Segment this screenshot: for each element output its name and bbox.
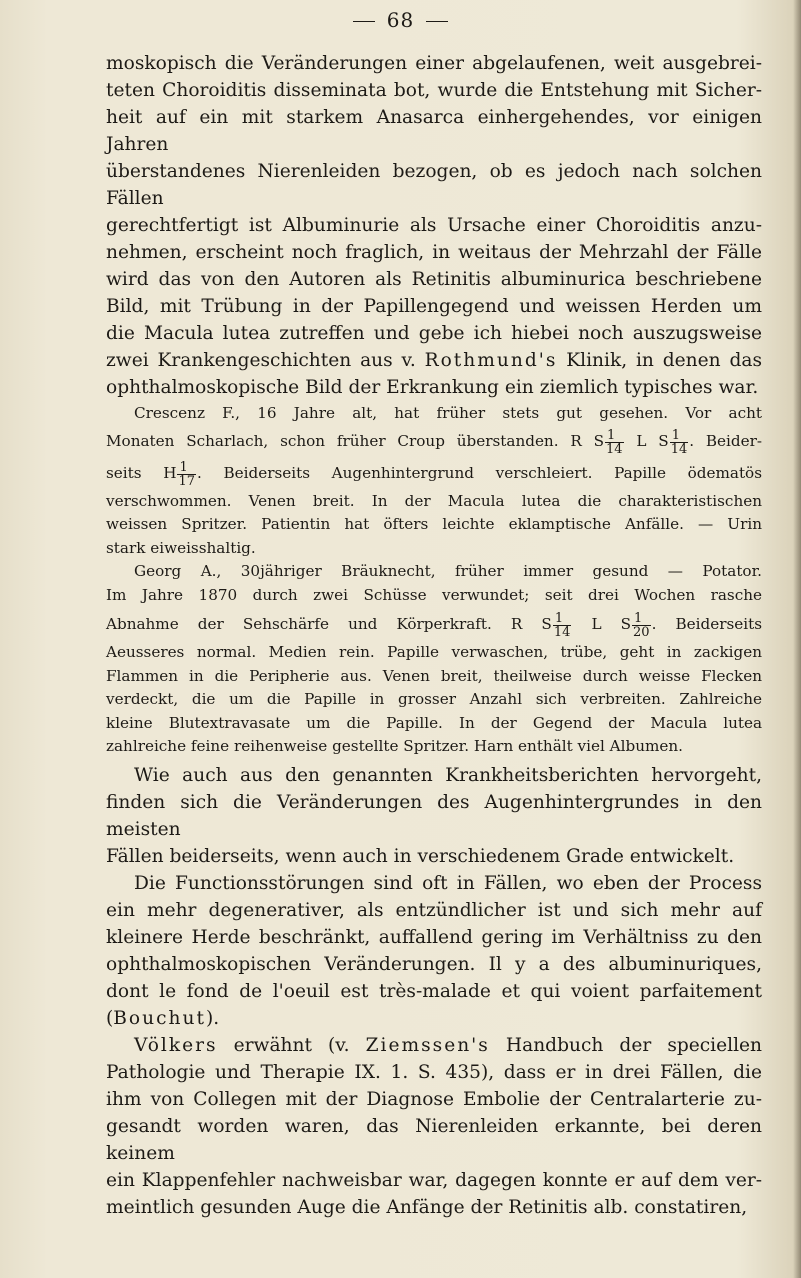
fraction-denominator: 17: [178, 473, 195, 489]
text-line: Im Jahre 1870 durch zwei Schüsse verwundet; seit drei Wochen rasche: [106, 585, 762, 604]
text-line: Aeusseres normal. Medien rein. Papille verwaschen, trübe, geht in zackigen: [106, 643, 762, 662]
text-line: ein Klappenfehler nachweisbar war, dagegen konnte er auf dem ver-: [106, 1169, 762, 1191]
text-fragment: . Beider-: [689, 431, 763, 450]
text-line: finden sich die Veränderungen des Augenhintergrundes in den meisten: [106, 791, 762, 840]
text-line: heit auf ein mit starkem Anasarca einhergehendes, vor einigen Jahren: [106, 107, 762, 155]
fraction-ls: [632, 612, 651, 639]
fraction-denominator: 20: [633, 625, 650, 641]
author-name: Völkers: [134, 1034, 218, 1056]
text-fragment: Monaten Scharlach, schon früher Croup überstanden. R S: [106, 431, 605, 450]
text-line: wird das von den Autoren als Retinitis albuminurica beschriebene: [106, 269, 762, 290]
author-name: Bouchut: [113, 1007, 206, 1029]
case-report-1: [106, 402, 762, 560]
text-line: weissen Spritzer. Patientin hat öfters leichte eklamptische Anfälle. — Urin: [106, 515, 762, 534]
fraction-numerator: 1: [177, 461, 196, 475]
text-line: ophthalmoskopischen Veränderungen. Il y a des albuminuriques,: [106, 953, 762, 975]
text-line: Flammen in die Peripherie aus. Venen breit, theilweise durch weisse Flecken: [106, 666, 762, 685]
text-line: Bild, mit Trübung in der Papillengegend und weissen Herden um: [106, 296, 762, 317]
text-line: [106, 1005, 762, 1032]
header-dash-left: [353, 21, 375, 22]
text-line: [106, 1032, 762, 1059]
text-line: Wie auch aus den genannten Krankheitsberichten hervorgeht,: [134, 764, 762, 786]
fraction-numerator: 1: [553, 612, 572, 626]
text-line: moskopisch die Veränderungen einer abgelaufenen, weit ausgebrei-: [106, 53, 762, 74]
text-line: zahlreiche feine reihenweise gestellte Spritzer. Harn enthält viel Albumen.: [106, 737, 683, 756]
page-edge-shadow: [793, 0, 801, 1278]
fraction-ls: [670, 429, 689, 456]
fraction-denominator: 14: [553, 625, 571, 641]
fraction-denominator: 14: [670, 441, 688, 457]
text-line: verschwommen. Venen breit. In der Macula lutea die charakteristischen: [106, 491, 762, 510]
paragraph-1: [106, 50, 762, 401]
text-line: gerechtfertigt ist Albuminurie als Ursache einer Choroiditis anzu-: [106, 215, 762, 236]
page-body: [106, 50, 762, 1221]
text-line: [106, 456, 762, 490]
text-fragment: Abnahme der Sehschärfe und Körperkraft. R S: [106, 615, 552, 634]
fraction-rs: [553, 612, 572, 639]
text-line: Die Functionsstörungen sind oft in Fällen, wo eben der Process: [134, 872, 762, 894]
text-line: ophthalmoskopische Bild der Erkrankung ein ziemlich typisches war.: [106, 377, 759, 398]
fraction-rs: [605, 429, 624, 456]
text-line: die Macula lutea zutreffen und gebe ich hiebei noch auszugsweise: [106, 323, 762, 344]
text-line: Crescenz F., 16 Jahre alt, hat früher stets gut gesehen. Vor acht: [134, 404, 762, 422]
text-line: Pathologie und Therapie IX. 1. S. 435), dass er in drei Fällen, die: [106, 1061, 762, 1083]
text-line: stark eiweisshaltig.: [106, 538, 256, 557]
text-line: [106, 607, 762, 641]
text-fragment: . Beiderseits Augenhintergrund verschleiert. Papille ödematös: [197, 463, 762, 482]
fraction-numerator: 1: [605, 429, 624, 443]
case-report-2: [106, 560, 762, 759]
fraction-numerator: 1: [632, 612, 651, 626]
text-line: meintlich gesunden Auge die Anfänge der Retinitis alb. constatiren,: [106, 1196, 748, 1218]
text-line: dont le fond de l'oeuil est très-malade et qui voient parfaitement: [106, 980, 762, 1002]
text-line: ein mehr degenerativer, als entzündlicher ist und sich mehr auf: [106, 899, 762, 921]
text-fragment: L S: [591, 615, 632, 634]
text-fragment: Klinik, in denen das: [557, 350, 763, 371]
text-fragment: zwei Krankengeschichten aus v.: [106, 350, 425, 371]
page-header: [0, 8, 801, 32]
header-dash-right: [426, 21, 448, 22]
text-line: [106, 426, 762, 456]
page-number: 68: [386, 8, 415, 32]
text-fragment: Handbuch der speciellen: [489, 1034, 762, 1056]
text-fragment: seits H: [106, 463, 177, 482]
text-line: verdeckt, die um die Papille in grosser Anzahl sich verbreiten. Zahlreiche: [106, 690, 762, 709]
text-line: Georg A., 30jähriger Bräuknecht, früher immer gesund — Potator.: [134, 562, 762, 581]
text-line: überstandenes Nierenleiden bezogen, ob es jedoch nach solchen Fällen: [106, 161, 762, 209]
text-line: ihm von Collegen mit der Diagnose Embolie der Centralarterie zu-: [106, 1088, 762, 1110]
fraction-h: [177, 461, 196, 488]
text-fragment: L S: [636, 431, 669, 450]
paragraph-3: [106, 870, 762, 1032]
text-line: Fällen beiderseits, wenn auch in verschiedenem Grade entwickelt.: [106, 845, 735, 867]
fraction-denominator: 14: [606, 441, 623, 457]
text-line: nehmen, erscheint noch fraglich, in weitaus der Mehrzahl der Fälle: [106, 242, 762, 263]
text-fragment: . Beiderseits: [651, 615, 762, 634]
fraction-numerator: 1: [670, 429, 689, 443]
paragraph-2: [106, 762, 762, 870]
text-line: kleine Blutextravasate um die Papille. In der Gegend der Macula lutea: [106, 713, 762, 732]
author-name: Rothmund's: [424, 350, 558, 371]
text-line: gesandt worden waren, das Nierenleiden erkannte, bei deren keinem: [106, 1115, 762, 1164]
author-name: Ziemssen's: [365, 1034, 490, 1056]
text-fragment: erwähnt (v.: [217, 1034, 366, 1056]
text-fragment: (: [106, 1007, 114, 1029]
paragraph-4: [106, 1032, 762, 1221]
text-line: teten Choroiditis disseminata bot, wurde die Entstehung mit Sicher-: [106, 80, 762, 101]
text-line: kleinere Herde beschränkt, auffallend gering im Verhältniss zu den: [106, 926, 762, 948]
text-line: [106, 347, 762, 374]
text-fragment: ).: [205, 1007, 220, 1029]
